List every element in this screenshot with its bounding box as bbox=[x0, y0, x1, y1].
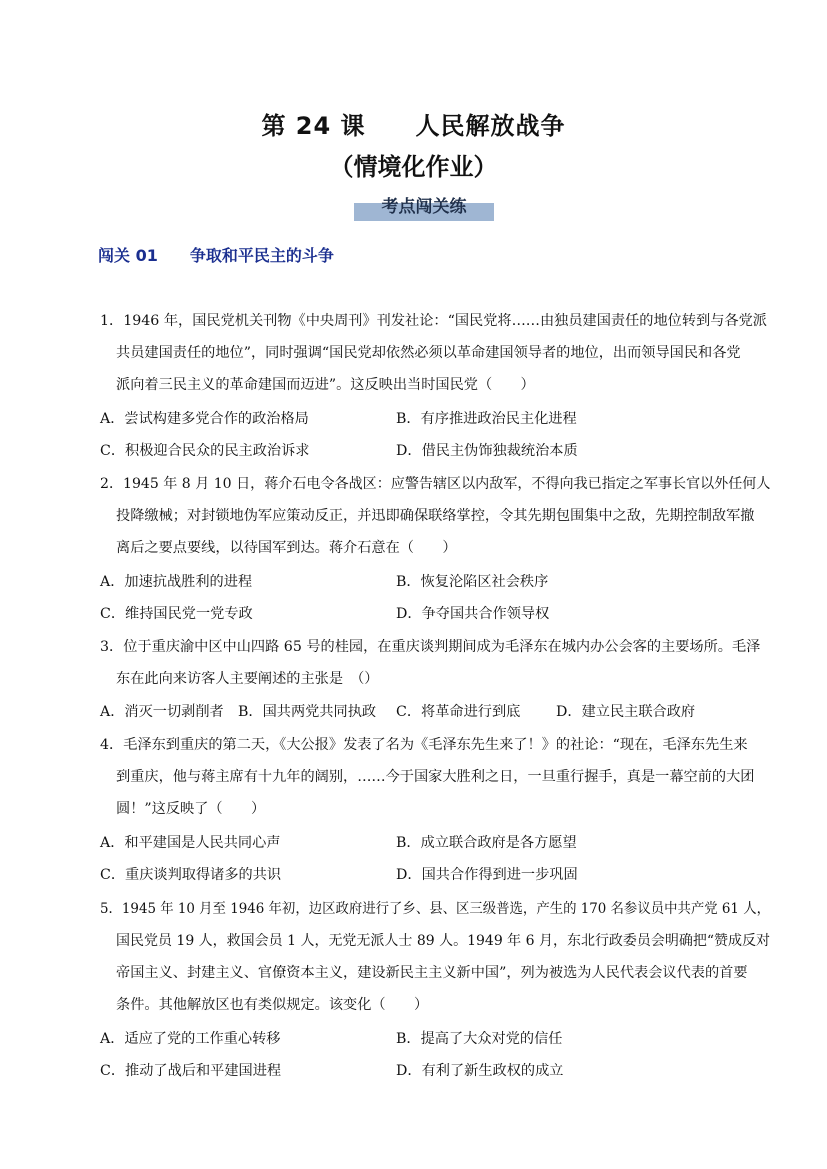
question-3-line-1: 3．位于重庆渝中区中山四路 65 号的桂园，在重庆谈判期间成为毛泽东在城内办公会客的主要场所。毛泽 bbox=[100, 639, 761, 655]
question-1-option-d[interactable]: D．借民主伪饰独裁统治本质 bbox=[396, 443, 578, 459]
question-2-option-c[interactable]: C．维持国民党一党专政 bbox=[100, 606, 253, 622]
question-5-line-4: 条件。其他解放区也有类似规定。该变化（ ） bbox=[116, 997, 429, 1013]
question-4-option-c[interactable]: C．重庆谈判取得诸多的共识 bbox=[100, 867, 282, 883]
question-4-line-3: 圆！”这反映了（ ） bbox=[116, 801, 266, 817]
question-4-option-b[interactable]: B．成立联合政府是各方愿望 bbox=[396, 835, 577, 851]
question-3-option-d[interactable]: D．建立民主联合政府 bbox=[556, 704, 696, 720]
question-3-option-c[interactable]: C．将革命进行到底 bbox=[396, 704, 521, 720]
question-5-option-c[interactable]: C．推动了战后和平建国进程 bbox=[100, 1063, 282, 1079]
question-2-option-d[interactable]: D．争夺国共合作领导权 bbox=[396, 606, 550, 622]
question-2-line-3: 离后之要点要线，以待国军到达。蒋介石意在（ ） bbox=[116, 540, 457, 556]
question-2-line-2: 投降缴械；对封锁地伪军应策动反正，并迅即确保联络掌控，令其先期包围集中之敌，先期控制敌军撤 bbox=[116, 508, 755, 524]
question-3-option-b[interactable]: B．国共两党共同执政 bbox=[238, 704, 377, 720]
question-5-line-2: 国民党员 19 人，救国会员 1 人，无党无派人士 89 人。1949 年 6 月，东北行政委员会明确把“赞成反对 bbox=[116, 933, 771, 949]
question-5-line-3: 帝国主义、封建主义、官僚资本主义，建设新民主主义新中国”，列为被选为人民代表会议代表的首要 bbox=[116, 965, 748, 981]
question-4-line-2: 到重庆，他与蒋主席有十九年的阔别，……今于国家大胜利之日，一旦重行握手，真是一幕空前的大团 bbox=[116, 769, 755, 785]
question-3-option-a[interactable]: A．消灭一切剥削者 bbox=[100, 704, 224, 720]
question-1-option-a[interactable]: A．尝试构建多党合作的政治格局 bbox=[100, 411, 309, 427]
question-1-option-b[interactable]: B．有序推进政治民主化进程 bbox=[396, 411, 577, 427]
question-4-option-a[interactable]: A．和平建国是人民共同心声 bbox=[100, 835, 281, 851]
section-badge bbox=[354, 192, 494, 222]
question-5-option-d[interactable]: D．有利了新生政权的成立 bbox=[396, 1063, 564, 1079]
question-1-line-2: 共员建国责任的地位”，同时强调“国民党却依然必须以革命建国领导者的地位，出而领导国民和各党 bbox=[116, 345, 741, 361]
page-title: 第 24 课 人民解放战争 bbox=[261, 112, 566, 140]
page-subtitle: （情境化作业） bbox=[329, 153, 498, 181]
question-1-line-1: 1．1946 年，国民党机关刊物《中央周刊》刊发社论：“国民党将……由独员建国责任的地位转到与各党派 bbox=[100, 313, 767, 329]
question-5-option-b[interactable]: B．提高了大众对党的信任 bbox=[396, 1031, 563, 1047]
section-heading: 闯关 01 争取和平民主的斗争 bbox=[98, 246, 334, 265]
question-4-line-1: 4．毛泽东到重庆的第二天，《大公报》发表了名为《毛泽东先生来了！》的社论：“现在，毛泽东先生来 bbox=[100, 737, 748, 753]
question-5-option-a[interactable]: A．适应了党的工作重心转移 bbox=[100, 1031, 281, 1047]
question-3-line-2: 东在此向来访客人主要阐述的主张是 （） bbox=[116, 671, 379, 687]
badge-label: 考点闯关练 bbox=[381, 197, 467, 217]
question-1-option-c[interactable]: C．积极迎合民众的民主政治诉求 bbox=[100, 443, 310, 459]
question-4-option-d[interactable]: D．国共合作得到进一步巩固 bbox=[396, 867, 578, 883]
question-5-line-1: 5．1945 年 10 月至 1946 年初，边区政府进行了乡、县、区三级普选，产生的 170 名参议员中共产党 61 人， bbox=[100, 901, 770, 917]
question-2-option-b[interactable]: B．恢复沦陷区社会秩序 bbox=[396, 574, 549, 590]
question-1-line-3: 派向着三民主义的革命建国而迈进”。这反映出当时国民党（ ） bbox=[116, 377, 535, 393]
question-2-option-a[interactable]: A．加速抗战胜利的进程 bbox=[100, 574, 253, 590]
question-2-line-1: 2．1945 年 8 月 10 日，蒋介石电令各战区：应警告辖区以内敌军，不得向我已指定之军事长官以外任何人 bbox=[100, 476, 771, 492]
